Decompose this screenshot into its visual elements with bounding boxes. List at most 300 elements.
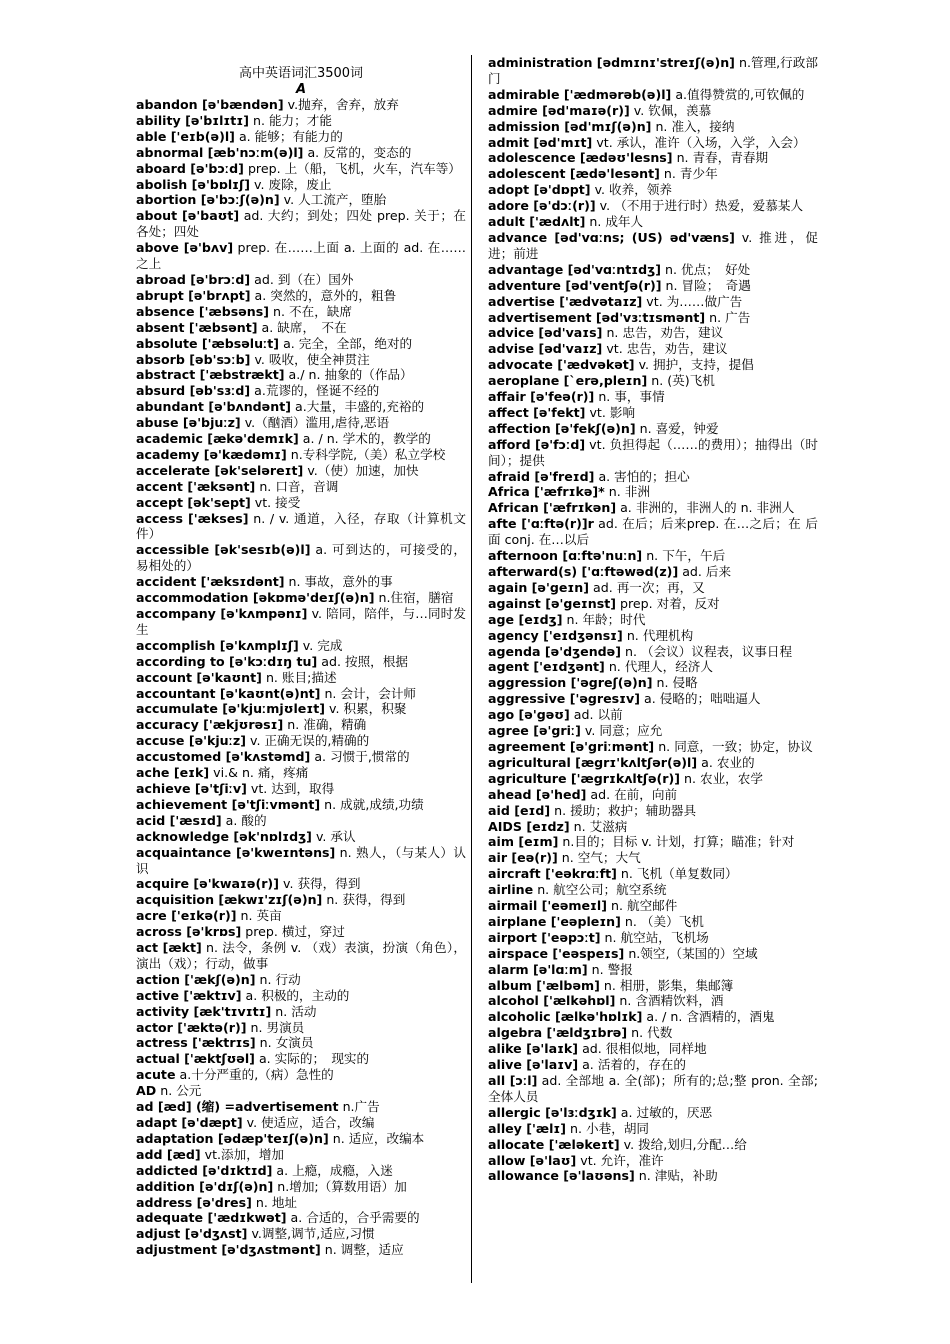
definition: vi.& n. 痛，疼痛 [213,765,309,781]
definition: n. 准确，精确 [287,717,367,733]
definition: v. 同意；应允 [584,723,663,739]
vocab-entry [488,119,818,135]
headword: Africa ['æfrɪkə]* [488,484,605,500]
definition: ad. 在前，向前 [590,786,678,802]
vocab-entry [136,97,466,113]
vocab-entry [488,278,818,294]
headword: agenda [ə'dʒendə] [488,643,621,659]
vocab-entry [136,686,466,702]
headword: aeroplane [`erə,pleɪn] [488,373,648,389]
headword: abstract ['æbstrækt] [136,367,285,383]
vocab-entry [488,771,818,787]
vocab-entry [136,240,466,272]
definition: v. 拥护，支持，提倡 [638,357,754,373]
headword: airplane ['eəpleɪn] [488,913,621,929]
headword: ad [æd] (缩) =advertisement [136,1099,339,1115]
headword: aim [eɪm] [488,834,559,850]
definition: ad. 后来 [682,564,732,579]
vocab-entry [136,463,466,479]
definition: n. 熟人，（与某人）认识 [136,844,466,876]
vocab-entry [136,638,466,654]
headword: afte ['ɑːftə(r)]r [488,516,594,532]
definition: vt. 承认，准许（入场，入学，入会） [596,134,806,150]
headword: alcoholic [ælkə'hɒlɪk] [488,1009,643,1025]
vocab-entry [488,962,818,978]
headword: AD [136,1083,157,1099]
vocab-entry [136,1020,466,1036]
definition: ad. 大约；到处；四处 prep. 关于；在各处；四处 [136,208,466,240]
vocab-entry [488,294,818,310]
vocab-entry [488,500,818,516]
definition: n. 公元 [160,1083,202,1099]
vocab-entry [488,866,818,882]
vocab-entry [136,765,466,781]
vocab-entry [136,129,466,145]
headword: advance [əd'vɑːns; (US) əd'væns] [488,229,735,245]
vocab-entry [488,723,818,739]
vocab-entry [488,612,818,628]
headword: addition [ə'dɪʃ(ə)n] [136,1178,274,1194]
headword: adapt [ə'dæpt] [136,1115,243,1130]
definition: vt. 接受 [254,494,301,510]
definition: v. 承认 [315,828,356,844]
definition: prep. 在……上面 a. 上面的 ad. 在……之上 [136,240,466,272]
definition: n. 航空邮件 [610,898,678,914]
headword: admirable ['ædmərəb(ə)l] [488,86,672,102]
vocab-entry [136,145,466,161]
headword: above [ə'bʌv] [136,240,234,256]
definition: n. 法令，条例 v. （戏）表演，扮演（角色），演出（戏）；行动，做事 [136,940,466,971]
definition: a. / n. 学术的，教学的 [302,431,431,447]
definition: n. 含酒精饮料，酒 [619,993,724,1009]
vocab-entry [488,405,818,421]
vocab-entry [136,383,466,399]
vocab-entry [136,749,466,765]
definition: n. 同意，一致；协定，协议 [658,738,813,754]
definition: vt. 负担得起（……的费用）；抽得出（时间）；提供 [488,436,818,468]
vocab-entry [136,940,466,972]
headword: actor ['æktə(r)] [136,1019,247,1035]
definition: a. 害怕的；担心 [598,468,690,484]
definition: v. 吸收，使全神贯注 [254,351,370,367]
vocab-entry [488,516,818,548]
definition: n. 艾滋病 [573,818,628,834]
headword: adolescent [ædə'lesənt] [488,166,660,182]
definition: v.抛弃，舍弃，放弃 [287,97,399,112]
vocab-entry [488,325,818,341]
definition: ad. 再一次；再，又 [593,579,705,595]
vocab-entry [488,691,818,707]
vocab-entry [488,103,818,119]
vocab-entry [136,367,466,383]
definition: n. 代理机构 [626,627,694,643]
vocab-entry [488,55,818,87]
vocab-entry [136,876,466,892]
headword: agriculture ['ægrɪkʌltʃə(r)] [488,770,680,786]
headword: abnormal [æb'nɔːm(ə)l] [136,144,304,160]
headword: accountant [ə'kaʊnt(ə)nt] [136,685,321,701]
definition: prep. 横过，穿过 [245,924,345,940]
vocab-entry [136,161,466,177]
vocab-entry [136,542,466,574]
vocab-entry [488,978,818,994]
vocab-entry [136,1099,466,1115]
vocab-entry [488,1168,818,1184]
definition: n. 津贴，补助 [638,1168,718,1184]
headword: aircraft ['eəkrɑːft] [488,866,617,882]
definition: n.住宿，膳宿 [378,590,454,606]
definition: a. 完全，全部，绝对的 [283,335,413,351]
headword: advice [əd'vaɪs] [488,325,603,341]
vocab-entry [488,819,818,835]
vocab-entry [136,1004,466,1020]
headword: alike [ə'laɪk] [488,1041,579,1057]
headword: achieve [ə'tʃiːv] [136,780,247,796]
vocab-entry [136,813,466,829]
headword: action ['ækʃ(ə)n] [136,971,256,987]
definition: a. 上瘾，成瘾，入迷 [276,1162,393,1178]
definition: v. 完成 [302,637,343,653]
definition: n. 行动 [259,971,301,987]
definition: a. 农业的 [701,754,755,770]
vocab-entry [488,341,818,357]
definition: v. 废除，废止 [254,176,332,192]
headword: acre ['eɪkə(r)] [136,908,237,924]
definition: a.荒谬的，怪诞不经的 [254,383,380,399]
headword: album ['ælbəm] [488,977,600,993]
vocab-entry [136,829,466,845]
vocab-entry [488,373,818,389]
vocab-entry [488,421,818,437]
section-letter: A [295,82,307,97]
definition: n.广告 [342,1099,380,1115]
definition: n. 相册，影集，集邮簿 [603,977,734,993]
vocab-entry [136,654,466,670]
headword: acquisition [ækwɪ'zɪʃ(ə)n] [136,892,323,908]
vocab-entry [136,208,466,240]
headword: afford [ə'fɔːd] [488,436,586,452]
definition: n. 成年人 [589,214,644,230]
headword: absurd [əb'sɜːd] [136,383,251,399]
definition: n. 冒险； 奇遇 [665,277,751,293]
headword: alive [ə'laɪv] [488,1057,579,1073]
vocab-entry [488,230,818,262]
vocab-entry [136,606,466,638]
headword: afraid [ə'freɪd] [488,468,595,484]
definition: a.十分严重的,（病）急性的 [179,1067,334,1083]
definition: v. 拨给,划归,分配…给 [623,1136,747,1152]
vocab-entry [136,1163,466,1179]
definition: a. 缺席， 不在 [261,319,347,335]
headword: affect [ə'fekt] [488,404,586,420]
vocab-entry [136,415,466,431]
definition: a.大量，丰盛的,充裕的 [294,399,425,415]
headword: abundant [ə'bʌndənt] [136,399,291,415]
vocab-entry [488,548,818,564]
definition: n. 代数 [631,1025,673,1041]
definition: n. 地址 [255,1194,298,1210]
headword: acknowledge [ək'nɒlɪdʒ] [136,828,312,844]
vocab-entry [136,574,466,590]
vocab-entry [136,1195,466,1211]
vocab-entry [136,1242,466,1258]
vocab-entry [136,511,466,543]
headword: admire [əd'maɪə(r)] [488,102,630,118]
vocab-entry [136,892,466,908]
right-entry-list [488,55,818,1184]
headword: aid [eɪd] [488,802,551,818]
definition: ad. 很相似地，同样地 [582,1041,707,1057]
definition: a. 酸的 [225,812,267,828]
headword: accent ['æksənt] [136,478,256,494]
definition: n. 下午，午后 [646,548,726,564]
definition: v. 陪同，陪伴，与…同时发生 [136,606,466,637]
definition: vt. 达到，取得 [250,780,335,796]
definition: n. （会议）议程表，议事日程 [625,643,793,659]
definition: v. 积累，积聚 [328,701,407,717]
vocab-entry [488,803,818,819]
headword: age [eɪdʒ] [488,611,563,627]
vocab-entry [488,262,818,278]
vocab-entry [136,781,466,797]
headword: airmail ['eəmeɪl] [488,898,607,914]
vocab-entry [136,1226,466,1242]
definition: n. 代理人，经济人 [608,659,713,675]
vocab-entry [488,898,818,914]
definition: prep. 对着，反对 [620,595,720,611]
vocab-entry [488,1073,818,1105]
definition: n. 事故，意外的事 [288,574,393,590]
headword: abortion [ə'bɔːʃ(ə)n] [136,192,280,208]
headword: absence ['æbsəns] [136,303,269,319]
headword: academic [ækə'demɪk] [136,431,299,447]
headword: according to [ə'kɔːdɪŋ tu] [136,653,318,669]
headword: airport ['eəpɔːt] [488,929,601,945]
vocab-entry [136,670,466,686]
headword: aggression ['əgreʃ(ə)n] [488,675,653,691]
definition: n. 年龄；时代 [566,611,646,627]
definition: n. 警报 [591,961,633,977]
vocab-entry [136,1179,466,1195]
definition: v. 推进，促进；前进 [488,229,818,261]
definition: n. 调整，适应 [324,1242,404,1258]
vocab-entry [488,882,818,898]
headword: about [ə'baʊt] [136,208,240,224]
headword: advise [əd'vaɪz] [488,341,603,357]
headword: afterward(s) ['ɑːftəwəd(z)] [488,564,679,579]
headword: ahead [ə'hed] [488,786,587,802]
definition: a. / n. 含酒精的，酒鬼 [646,1009,775,1025]
definition: v. （不用于进行时）热爱，爱慕某人 [599,198,804,214]
definition: vt. 允许，准许 [580,1152,664,1168]
headword: address [ə'dres] [136,1194,252,1210]
headword: algebra ['ældʒɪbrə] [488,1025,628,1041]
headword: add [æd] [136,1146,201,1162]
vocab-entry [488,135,818,151]
definition: v. 收养，领养 [594,182,673,198]
headword: accumulate [ə'kjuːmjʊleɪt] [136,701,325,717]
vocab-entry [136,1035,466,1051]
right-column [488,55,818,1184]
vocab-entry [488,150,818,166]
definition: a. 积极的，主动的 [245,987,350,1003]
headword: adult ['ædʌlt] [488,214,586,230]
definition: ad. 以前 [573,707,623,723]
definition: a. 习惯于,惯常的 [314,749,410,765]
headword: alley ['ælɪ] [488,1120,567,1136]
definition: n. 活动 [275,1003,317,1019]
headword: afternoon [ɑːftə'nuːn] [488,548,643,564]
definition: a. 活着的，存在的 [582,1057,686,1073]
vocab-entry [136,320,466,336]
headword: adaptation [ədæp'teɪʃ(ə)n] [136,1130,329,1146]
vocab-entry [136,1147,466,1163]
vocab-entry [488,1137,818,1153]
vocab-entry [488,469,818,485]
definition: v.调整,调节,适应,习惯 [251,1226,375,1242]
vocab-entry [136,701,466,717]
vocab-entry [136,988,466,1004]
definition: n. 会计，会计师 [324,685,417,701]
vocab-entry [488,437,818,469]
headword: allow [ə'laʊ] [488,1152,577,1168]
definition: n. 事，事情 [598,389,665,405]
headword: active ['æktɪv] [136,987,242,1003]
vocab-entry [488,1009,818,1025]
headword: air [eə(r)] [488,850,558,866]
vocab-entry [488,198,818,214]
headword: act [ækt] [136,940,202,956]
headword: again [ə'geɪn] [488,579,589,595]
vocab-entry [488,739,818,755]
headword: acquaintance [ə'kweɪntəns] [136,844,336,860]
headword: actress ['æktrɪs] [136,1035,256,1051]
headword: adjustment [ə'dʒʌstmənt] [136,1242,321,1258]
definition: n. (英)飞机 [651,373,715,389]
definition: a./ n. 抽象的（作品） [288,367,413,383]
definition: n. （美）飞机 [624,913,704,929]
definition: n. 援助；救护；辅助器具 [554,802,697,818]
definition: n. 青春，青春期 [676,150,769,166]
definition: n. 喜爱，钟爱 [639,420,719,436]
vocab-entry [488,644,818,660]
headword: accept [ək'sept] [136,494,251,510]
headword: airline [488,882,534,898]
vocab-entry [136,908,466,924]
left-column [136,55,466,1258]
definition: n. 侵略 [656,675,698,691]
headword: achievement [ə'tʃiːvmənt] [136,796,321,812]
vocab-entry [136,431,466,447]
vocab-entry [488,914,818,930]
vocab-entry [488,564,818,580]
headword: allowance [ə'laʊəns] [488,1168,635,1184]
headword: alcohol ['ælkəhɒl] [488,993,616,1009]
vocab-entry [488,182,818,198]
vocab-entry [488,930,818,946]
headword: allergic [ə'lɜːdʒɪk] [488,1104,617,1120]
definition: n. 小巷，胡同 [570,1120,650,1136]
headword: advantage [əd'vɑːntɪdʒ] [488,261,661,277]
headword: accident ['æksɪdənt] [136,574,285,590]
headword: agent ['eɪdʒənt] [488,659,605,675]
headword: affection [ə'fekʃ(ə)n] [488,420,636,436]
vocab-entry [136,1067,466,1083]
headword: academy [ə'kædəmɪ] [136,446,287,462]
vocab-entry [488,707,818,723]
definition: ad. 全部地 a. 全(部)；所有的;总;整 pron. 全部;全体人员 [488,1073,818,1104]
headword: advertise ['ædvətaɪz] [488,293,643,309]
definition: a. 能够；有能力的 [238,128,343,144]
headword: absorb [əb'sɔːb] [136,351,251,367]
vocab-entry [136,590,466,606]
headword: adventure [əd'ventʃə(r)] [488,277,662,293]
headword: actual ['æktʃʊəl] [136,1051,255,1067]
vocab-entry [136,352,466,368]
vocab-entry [488,787,818,803]
headword: accommodation [əkɒmə'deɪʃ(ə)n] [136,590,375,606]
vocab-entry [488,1105,818,1121]
definition: n.领空,（某国的）空域 [628,945,758,961]
headword: acquire [ə'kwaɪə(r)] [136,876,279,892]
vocab-entry [488,946,818,962]
vocab-entry [136,972,466,988]
vocab-entry [136,1210,466,1226]
headword: allocate ['æləkeɪt] [488,1136,620,1152]
definition: prep. 上（船，飞机，火车，汽车等） [247,160,461,176]
headword: acid ['æsɪd] [136,812,222,828]
headword: advocate ['ædvəkət] [488,357,635,373]
headword: accomplish [ə'kʌmplɪʃ] [136,637,299,653]
headword: abuse [ə'bjuːz] [136,415,241,431]
headword: agency ['eɪdʒənsɪ] [488,627,623,643]
definition: n. 账目;描述 [265,669,337,685]
definition: a. 过敏的，厌恶 [620,1104,713,1120]
headword: aggressive ['əgresɪv] [488,691,640,707]
headword: across [ə'krɒs] [136,924,242,940]
headword: accessible [ək'sesɪb(ə)l] [136,542,311,558]
definition: a. 侵略的；咄咄逼人 [644,691,761,707]
definition: n.管理,行政部门 [488,55,818,86]
definition: n. 成就,成绩,功绩 [324,796,424,812]
definition: ad. 到（在）国外 [254,271,354,287]
definition: v. 获得，得到 [282,876,361,892]
definition: vt. 影响 [589,404,636,420]
definition: n. 男演员 [250,1019,305,1035]
headword: absolute ['æbsəluːt] [136,335,280,351]
definition: n. 不在，缺席 [273,303,352,319]
headword: airspace ['eəspeɪs] [488,945,625,961]
definition: ad. 在后；后来prep. 在…之后；在 后面 conj. 在…以后 [488,516,818,548]
page-title: 高中英语词汇3500词 [238,66,364,81]
definition: n. 青少年 [663,166,718,182]
vocab-entry [136,113,466,129]
headword: AIDS [eɪdz] [488,818,570,834]
definition: a. 非洲的，非洲人的 n. 非洲人 [620,500,795,516]
definition: a. 合适的，合乎需要的 [290,1210,420,1226]
vocab-entry [488,1041,818,1057]
vocab-entry [488,1025,818,1041]
headword: accuse [ə'kjuːz] [136,733,246,749]
headword: adopt [ə'dɒpt] [488,182,591,198]
definition: n. 农业，农学 [684,770,763,786]
definition: n.目的；目标 v. 计划，打算；瞄准；针对 [562,834,795,850]
vocab-entry [136,495,466,511]
headword: adequate ['ædɪkwət] [136,1210,287,1226]
headword: all [ɔːl] [488,1073,538,1088]
headword: admit [əd'mɪt] [488,134,593,150]
definition: n. 适应，改编本 [332,1130,425,1146]
